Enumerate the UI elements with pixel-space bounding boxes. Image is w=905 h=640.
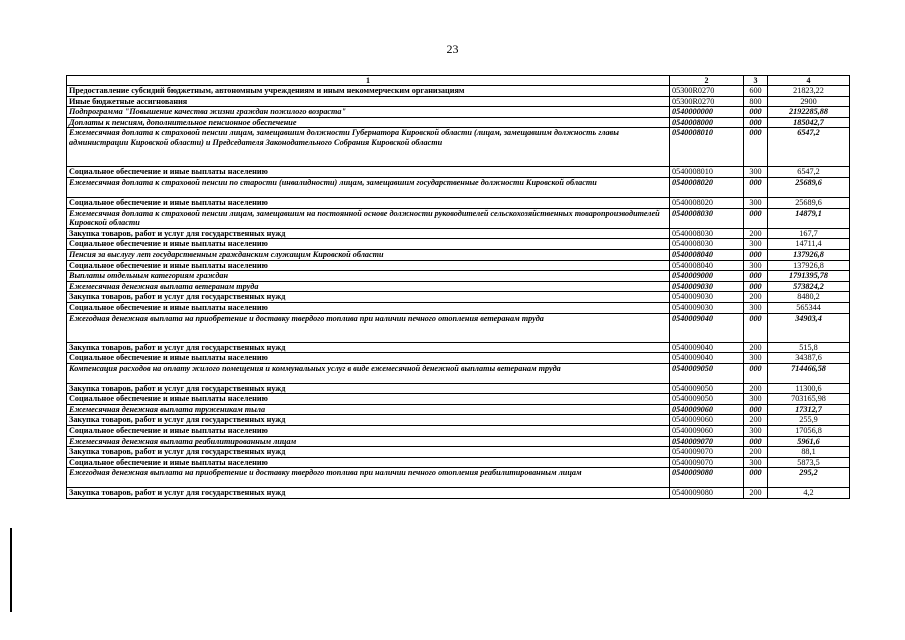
row-amount-cell: 4,2 — [768, 488, 850, 499]
row-amount-cell: 25689,6 — [768, 197, 850, 208]
row-name-cell: Социальное обеспечение и иные выплаты населению — [67, 353, 670, 364]
row-expense-type-cell: 300 — [744, 239, 768, 250]
row-amount-cell: 2900 — [768, 96, 850, 107]
table-row — [67, 404, 850, 415]
row-code-cell: 0540009060 — [670, 426, 744, 437]
row-name-cell: Иные бюджетные ассигнования — [67, 96, 670, 107]
row-code-cell: 0540009080 — [670, 468, 744, 488]
row-code-cell: 05300R0270 — [670, 96, 744, 107]
row-expense-type-cell: 600 — [744, 86, 768, 97]
row-amount-cell: 34387,6 — [768, 353, 850, 364]
row-amount-cell: 6547,2 — [768, 128, 850, 167]
row-amount-cell: 5873,5 — [768, 457, 850, 468]
row-amount-cell: 8480,2 — [768, 292, 850, 303]
row-name-cell: Предоставление субсидий бюджетным, автономным учреждениям и иным некоммерческим организациям — [67, 86, 670, 97]
row-expense-type-cell: 000 — [744, 107, 768, 118]
table-row — [67, 415, 850, 426]
page-number: 23 — [446, 42, 459, 56]
row-name-cell: Закупка товаров, работ и услуг для государственных нужд — [67, 292, 670, 303]
table-row — [67, 488, 850, 499]
row-code-cell: 0540009030 — [670, 302, 744, 313]
row-name-cell: Социальное обеспечение и иные выплаты населению — [67, 457, 670, 468]
row-code-cell: 0540009040 — [670, 342, 744, 353]
table-row — [67, 468, 850, 488]
row-amount-cell: 703165,98 — [768, 394, 850, 405]
table-row — [67, 117, 850, 128]
row-amount-cell: 137926,8 — [768, 260, 850, 271]
table-row — [67, 86, 850, 97]
row-expense-type-cell: 200 — [744, 342, 768, 353]
row-name-cell: Доплаты к пенсиям, дополнительное пенсионное обеспечение — [67, 117, 670, 128]
row-code-cell: 0540008010 — [670, 128, 744, 167]
table-row — [67, 292, 850, 303]
header-col-2: 2 — [670, 76, 744, 86]
row-name-cell: Выплаты отдельным категориям граждан — [67, 271, 670, 282]
row-expense-type-cell: 800 — [744, 96, 768, 107]
row-code-cell: 0540009070 — [670, 457, 744, 468]
row-name-cell: Закупка товаров, работ и услуг для государственных нужд — [67, 228, 670, 239]
table-row — [67, 167, 850, 178]
row-amount-cell: 25689,6 — [768, 177, 850, 197]
row-code-cell: 0540009030 — [670, 281, 744, 292]
row-expense-type-cell: 000 — [744, 128, 768, 167]
row-amount-cell: 185042,7 — [768, 117, 850, 128]
row-name-cell: Ежемесячная денежная выплата реабилитированным лицам — [67, 436, 670, 447]
table-row — [67, 383, 850, 394]
scan-edge-mark — [10, 528, 12, 612]
row-name-cell: Ежемесячная денежная выплата труженикам тыла — [67, 404, 670, 415]
table-row — [67, 260, 850, 271]
table-row — [67, 363, 850, 383]
row-code-cell: 0540008020 — [670, 197, 744, 208]
row-name-cell: Ежемесячная денежная выплата ветеранам труда — [67, 281, 670, 292]
row-name-cell: Социальное обеспечение и иные выплаты населению — [67, 302, 670, 313]
row-name-cell: Социальное обеспечение и иные выплаты населению — [67, 239, 670, 250]
row-code-cell: 0540009070 — [670, 447, 744, 458]
table-row — [67, 313, 850, 342]
row-expense-type-cell: 000 — [744, 363, 768, 383]
row-name-cell: Ежегодная денежная выплата на приобретение и доставку твердого топлива при наличии печного отопления реабилитированным лицам — [67, 468, 670, 488]
row-expense-type-cell: 000 — [744, 249, 768, 260]
row-amount-cell: 21823,22 — [768, 86, 850, 97]
row-name-cell: Ежемесячная доплата к страховой пенсии лицам, замещавшим на постоянной основе должности руководителей сельскохозяйственных товаропроизводителей Кировской области — [67, 208, 670, 228]
row-name-cell: Закупка товаров, работ и услуг для государственных нужд — [67, 415, 670, 426]
row-code-cell: 0540008040 — [670, 249, 744, 260]
row-expense-type-cell: 300 — [744, 394, 768, 405]
row-code-cell: 0540009070 — [670, 436, 744, 447]
row-code-cell: 0540009000 — [670, 271, 744, 282]
table-row — [67, 249, 850, 260]
table-row — [67, 208, 850, 228]
row-code-cell: 0540009040 — [670, 353, 744, 364]
table-row — [67, 447, 850, 458]
row-code-cell: 0540008030 — [670, 239, 744, 250]
row-name-cell: Социальное обеспечение и иные выплаты населению — [67, 260, 670, 271]
row-code-cell: 0540008030 — [670, 228, 744, 239]
row-amount-cell: 295,2 — [768, 468, 850, 488]
budget-table — [66, 75, 850, 499]
row-code-cell: 0540009050 — [670, 383, 744, 394]
row-expense-type-cell: 200 — [744, 447, 768, 458]
table-row — [67, 239, 850, 250]
row-expense-type-cell: 000 — [744, 313, 768, 342]
table-row — [67, 302, 850, 313]
table-row — [67, 281, 850, 292]
row-expense-type-cell: 000 — [744, 271, 768, 282]
row-name-cell: Ежемесячная доплата к страховой пенсии лицам, замещавшим должности Губернатора Кировской области (лицам, замещавшим должность главы администрации Кировской области) и Председателя Законодательного Собрания Кировской области — [67, 128, 670, 167]
row-name-cell: Подпрограмма "Повышение качества жизни граждан пожилого возраста" — [67, 107, 670, 118]
row-amount-cell: 573824,2 — [768, 281, 850, 292]
row-code-cell: 0540009040 — [670, 313, 744, 342]
row-code-cell: 0540009080 — [670, 488, 744, 499]
row-name-cell: Закупка товаров, работ и услуг для государственных нужд — [67, 383, 670, 394]
row-amount-cell: 14711,4 — [768, 239, 850, 250]
table-row — [67, 177, 850, 197]
row-expense-type-cell: 000 — [744, 468, 768, 488]
row-amount-cell: 167,7 — [768, 228, 850, 239]
row-name-cell: Социальное обеспечение и иные выплаты населению — [67, 197, 670, 208]
row-expense-type-cell: 000 — [744, 404, 768, 415]
table-row — [67, 353, 850, 364]
row-name-cell: Закупка товаров, работ и услуг для государственных нужд — [67, 342, 670, 353]
table-row — [67, 394, 850, 405]
row-code-cell: 0540009050 — [670, 363, 744, 383]
row-code-cell: 05300R0270 — [670, 86, 744, 97]
row-amount-cell: 255,9 — [768, 415, 850, 426]
row-amount-cell: 17056,8 — [768, 426, 850, 437]
row-code-cell: 0540009030 — [670, 292, 744, 303]
row-name-cell: Социальное обеспечение и иные выплаты населению — [67, 394, 670, 405]
row-expense-type-cell: 300 — [744, 197, 768, 208]
row-amount-cell: 137926,8 — [768, 249, 850, 260]
row-amount-cell: 34903,4 — [768, 313, 850, 342]
row-expense-type-cell: 300 — [744, 426, 768, 437]
table-row — [67, 426, 850, 437]
row-expense-type-cell: 000 — [744, 436, 768, 447]
row-code-cell: 0540000000 — [670, 107, 744, 118]
row-expense-type-cell: 200 — [744, 488, 768, 499]
table-row — [67, 96, 850, 107]
row-code-cell: 0540008040 — [670, 260, 744, 271]
row-name-cell: Ежегодная денежная выплата на приобретение и доставку твердого топлива при наличии печного отопления ветеранам труда — [67, 313, 670, 342]
row-expense-type-cell: 200 — [744, 415, 768, 426]
header-col-1: 1 — [67, 76, 670, 86]
row-amount-cell: 1791395,78 — [768, 271, 850, 282]
header-col-4: 4 — [768, 76, 850, 86]
row-expense-type-cell: 300 — [744, 260, 768, 271]
table-row — [67, 342, 850, 353]
row-expense-type-cell: 300 — [744, 167, 768, 178]
row-amount-cell: 714466,58 — [768, 363, 850, 383]
table-row — [67, 107, 850, 118]
row-expense-type-cell: 300 — [744, 302, 768, 313]
row-expense-type-cell: 000 — [744, 117, 768, 128]
table-row — [67, 197, 850, 208]
row-code-cell: 0540008000 — [670, 117, 744, 128]
row-code-cell: 0540009060 — [670, 415, 744, 426]
row-amount-cell: 11300,6 — [768, 383, 850, 394]
row-expense-type-cell: 300 — [744, 353, 768, 364]
row-code-cell: 0540008020 — [670, 177, 744, 197]
table-header-row — [67, 76, 850, 86]
row-name-cell: Закупка товаров, работ и услуг для государственных нужд — [67, 488, 670, 499]
row-amount-cell: 17312,7 — [768, 404, 850, 415]
row-expense-type-cell: 300 — [744, 457, 768, 468]
row-amount-cell: 5961,6 — [768, 436, 850, 447]
row-code-cell: 0540008010 — [670, 167, 744, 178]
table-row — [67, 271, 850, 282]
row-name-cell: Социальное обеспечение и иные выплаты населению — [67, 426, 670, 437]
table-row — [67, 436, 850, 447]
row-expense-type-cell: 000 — [744, 177, 768, 197]
row-amount-cell: 2192285,88 — [768, 107, 850, 118]
row-name-cell: Пенсия за выслугу лет государственным гражданским служащим Кировской области — [67, 249, 670, 260]
row-expense-type-cell: 200 — [744, 228, 768, 239]
row-name-cell: Компенсация расходов на оплату жилого помещения и коммунальных услуг в виде ежемесячной денежной выплаты ветеранам труда — [67, 363, 670, 383]
row-code-cell: 0540009050 — [670, 394, 744, 405]
row-expense-type-cell: 200 — [744, 292, 768, 303]
row-name-cell: Закупка товаров, работ и услуг для государственных нужд — [67, 447, 670, 458]
row-amount-cell: 6547,2 — [768, 167, 850, 178]
table-row — [67, 457, 850, 468]
row-name-cell: Социальное обеспечение и иные выплаты населению — [67, 167, 670, 178]
table-row — [67, 228, 850, 239]
header-col-3: 3 — [744, 76, 768, 86]
row-amount-cell: 14879,1 — [768, 208, 850, 228]
row-code-cell: 0540009060 — [670, 404, 744, 415]
row-amount-cell: 515,8 — [768, 342, 850, 353]
row-code-cell: 0540008030 — [670, 208, 744, 228]
row-expense-type-cell: 000 — [744, 208, 768, 228]
row-expense-type-cell: 000 — [744, 281, 768, 292]
row-amount-cell: 88,1 — [768, 447, 850, 458]
table-body — [67, 86, 850, 499]
row-name-cell: Ежемесячная доплата к страховой пенсии по старости (инвалидности) лицам, замещавшим государственные должности Кировской области — [67, 177, 670, 197]
row-amount-cell: 565344 — [768, 302, 850, 313]
table-row — [67, 128, 850, 167]
row-expense-type-cell: 200 — [744, 383, 768, 394]
